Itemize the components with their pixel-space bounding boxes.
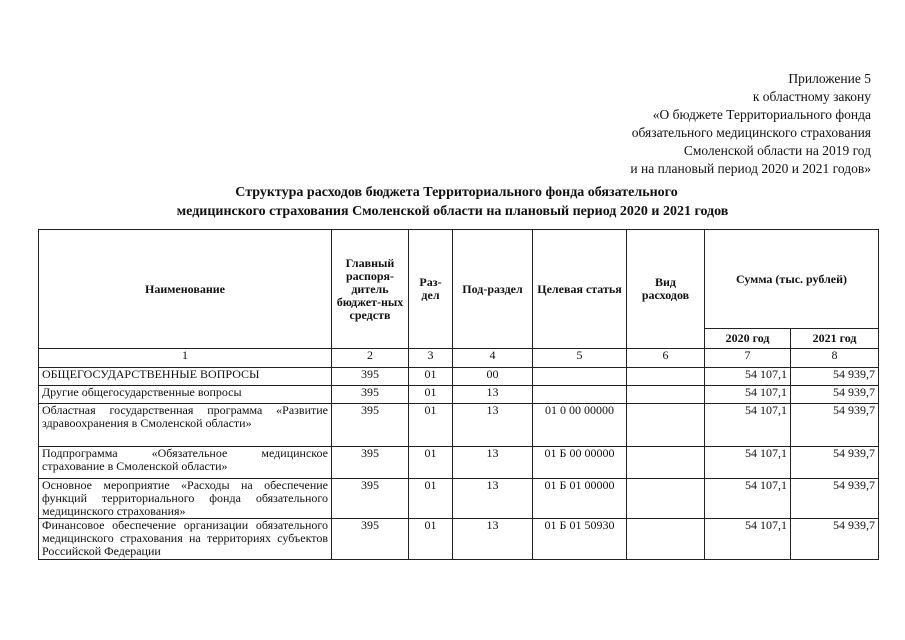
header-section: Раз-дел [409, 230, 453, 349]
appendix-line: обязательного медицинского страхования [631, 125, 871, 140]
row-target: 01 Б 00 00000 [533, 447, 627, 479]
row-sum-2020: 54 107,1 [705, 386, 791, 404]
header-year-2021: 2021 год [791, 329, 879, 349]
row-subsection: 00 [453, 368, 533, 386]
column-number: 2 [332, 349, 409, 368]
row-sum-2020: 54 107,1 [705, 368, 791, 386]
row-section: 01 [409, 404, 453, 447]
appendix-header [541, 70, 871, 178]
title-line-2: медицинского страхования Смоленской области на плановый период 2020 и 2021 годов [176, 204, 729, 219]
row-admin: 395 [332, 519, 409, 560]
row-subsection: 13 [453, 447, 533, 479]
table-row [39, 479, 879, 519]
row-sum-2021: 54 939,7 [791, 519, 879, 560]
header-type: Вид расходов [627, 230, 705, 349]
row-sum-2021: 54 939,7 [791, 479, 879, 519]
row-name: ОБЩЕГОСУДАРСТВЕННЫЕ ВОПРОСЫ [39, 368, 332, 386]
document-title [0, 183, 905, 221]
row-admin: 395 [332, 404, 409, 447]
row-sum-2020: 54 107,1 [705, 519, 791, 560]
header-target: Целевая статья [533, 230, 627, 349]
row-type [627, 479, 705, 519]
column-number: 6 [627, 349, 705, 368]
column-number: 4 [453, 349, 533, 368]
row-section: 01 [409, 479, 453, 519]
header-subsection: Под-раздел [453, 230, 533, 349]
header-sum: Сумма (тыс. рублей) [705, 230, 879, 329]
row-type [627, 386, 705, 404]
row-sum-2021: 54 939,7 [791, 386, 879, 404]
column-number: 7 [705, 349, 791, 368]
table-row [39, 519, 879, 560]
header-name: Наименование [39, 230, 332, 349]
header-admin: Главный распоря-дитель бюджет-ных средств [332, 230, 409, 349]
row-name: Другие общегосударственные вопросы [39, 386, 332, 404]
row-admin: 395 [332, 386, 409, 404]
row-subsection: 13 [453, 386, 533, 404]
row-sum-2021: 54 939,7 [791, 447, 879, 479]
row-name: Финансовое обеспечение организации обязательного медицинского страхования на территориях субъектов Российской Федерации [39, 519, 332, 560]
row-target: 01 Б 01 00000 [533, 479, 627, 519]
row-target [533, 386, 627, 404]
row-type [627, 447, 705, 479]
column-number: 3 [409, 349, 453, 368]
row-subsection: 13 [453, 519, 533, 560]
budget-table [38, 229, 879, 560]
appendix-line: Приложение 5 [788, 71, 871, 86]
table-row [39, 404, 879, 447]
row-name: Основное мероприятие «Расходы на обеспечение функций территориального фонда обязательного медицинского страхования» [39, 479, 332, 519]
row-name: Подпрограмма «Обязательное медицинское страхование в Смоленской области» [39, 447, 332, 479]
header-row [39, 230, 879, 329]
row-admin: 395 [332, 479, 409, 519]
row-section: 01 [409, 447, 453, 479]
table-row [39, 447, 879, 479]
row-target [533, 368, 627, 386]
table-row [39, 386, 879, 404]
row-target: 01 0 00 00000 [533, 404, 627, 447]
appendix-line: Смоленской области на 2019 год [683, 143, 871, 158]
row-sum-2020: 54 107,1 [705, 447, 791, 479]
row-type [627, 404, 705, 447]
row-name: Областная государственная программа «Развитие здравоохранения в Смоленской области» [39, 404, 332, 447]
row-subsection: 13 [453, 404, 533, 447]
row-admin: 395 [332, 447, 409, 479]
column-number: 5 [533, 349, 627, 368]
row-sum-2020: 54 107,1 [705, 404, 791, 447]
row-section: 01 [409, 368, 453, 386]
row-type [627, 368, 705, 386]
appendix-line: «О бюджете Территориального фонда [652, 107, 871, 122]
table-row [39, 368, 879, 386]
column-number: 1 [39, 349, 332, 368]
row-sum-2021: 54 939,7 [791, 368, 879, 386]
row-section: 01 [409, 519, 453, 560]
column-number-row [39, 349, 879, 368]
appendix-line: к областному закону [752, 89, 871, 104]
row-target: 01 Б 01 50930 [533, 519, 627, 560]
row-admin: 395 [332, 368, 409, 386]
row-subsection: 13 [453, 479, 533, 519]
column-number: 8 [791, 349, 879, 368]
row-sum-2021: 54 939,7 [791, 404, 879, 447]
title-line-1: Структура расходов бюджета Территориального фонда обязательного [235, 185, 678, 200]
row-sum-2020: 54 107,1 [705, 479, 791, 519]
row-type [627, 519, 705, 560]
row-section: 01 [409, 386, 453, 404]
appendix-line: и на плановый период 2020 и 2021 годов» [630, 161, 871, 176]
header-year-2020: 2020 год [705, 329, 791, 349]
